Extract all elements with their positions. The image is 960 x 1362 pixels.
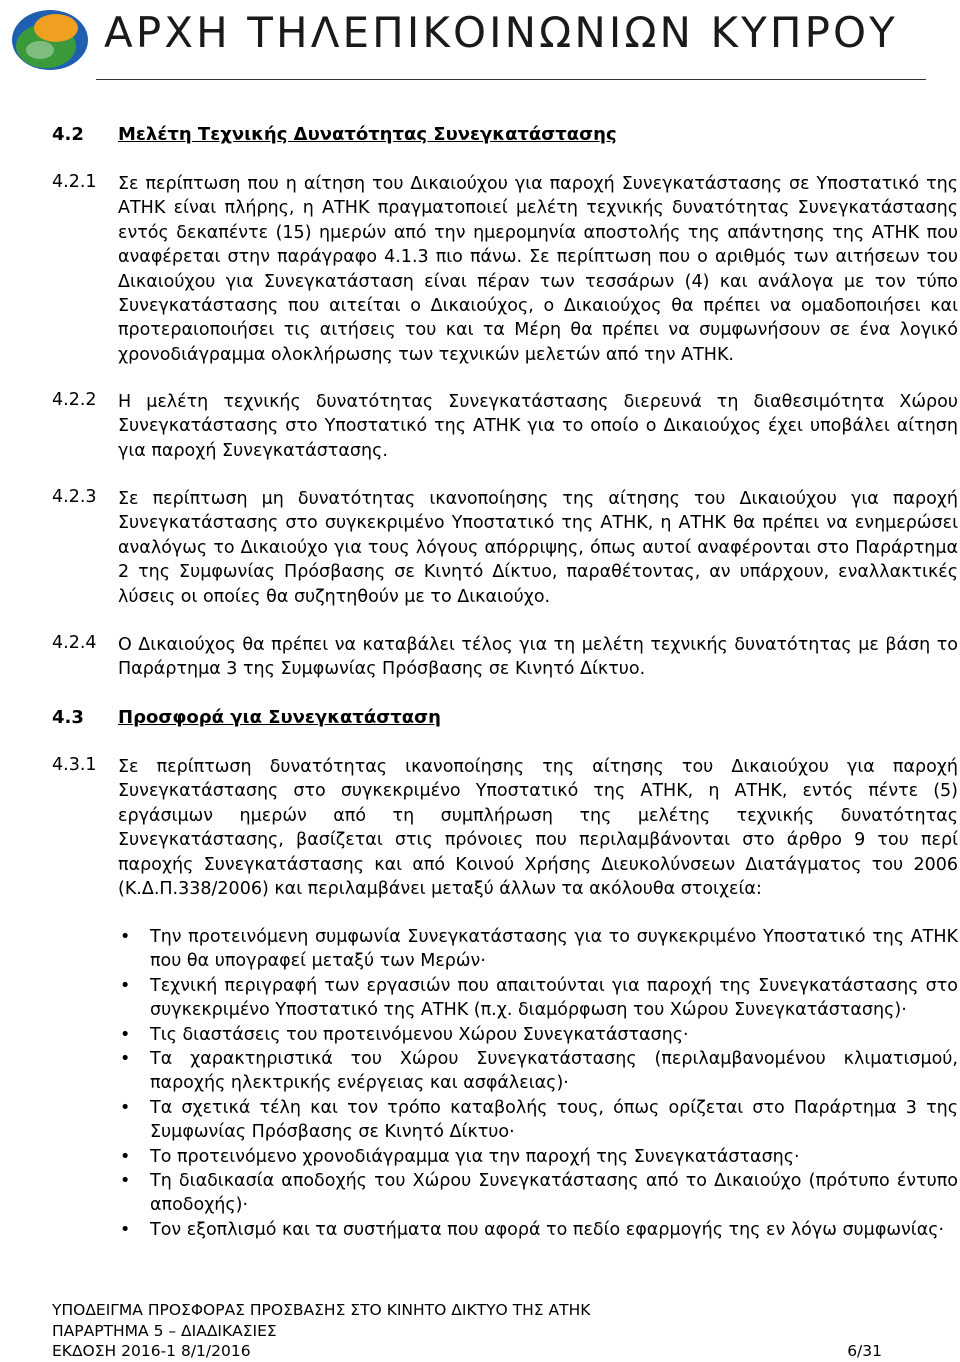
section-number: 4.2 xyxy=(52,124,84,145)
bullet-icon: • xyxy=(120,1097,131,1118)
list-item xyxy=(118,1096,958,1145)
list-item-text: Τα χαρακτηριστικά του Χώρου Συνεγκατάστασης (περιλαμβανομένου κλιματισμού, παροχής ηλεκτρικής ενέργειας και ασφάλειας)· xyxy=(150,1049,958,1094)
bullet-list xyxy=(118,925,958,1242)
paragraph xyxy=(52,755,958,901)
bullet-icon: • xyxy=(120,1146,131,1167)
paragraph xyxy=(52,633,958,682)
section-title: Μελέτη Τεχνικής Δυνατότητας Συνεγκατάστασης xyxy=(118,124,617,145)
paragraph-text: Ο Δικαιούχος θα πρέπει να καταβάλει τέλος για τη μελέτη τεχνικής δυνατότητας με βάση το Παράρτημα 3 της Συμφωνίας Πρόσβασης σε Κινητό Δίκτυο. xyxy=(118,635,958,680)
paragraph-text: Η μελέτη τεχνικής δυνατότητας Συνεγκατάστασης διερευνά τη διαθεσιμότητα Χώρου Συνεγκατάστασης στο Υποστατικό της ΑΤΗΚ για το οποίο ο Δικαιούχος έχει υποβάλει αίτηση για παροχή Συνεγκατάστασης. xyxy=(118,392,958,461)
paragraph xyxy=(52,487,958,609)
list-item-text: Τη διαδικασία αποδοχής του Χώρου Συνεγκατάστασης από το Δικαιούχο (πρότυπο έντυπο αποδοχής)· xyxy=(150,1171,958,1216)
list-item-text: Τεχνική περιγραφή των εργασιών που απαιτούνται για παροχή της Συνεγκατάστασης στο συγκεκριμένο Υποστατικό της ΑΤΗΚ (π.χ. διαμόρφωση του Χώρου Συνεγκατάστασης)· xyxy=(150,975,958,1021)
paragraph-number: 4.2.3 xyxy=(52,487,97,507)
paragraph xyxy=(52,390,958,463)
list-item xyxy=(118,1169,958,1218)
paragraph-number: 4.2.2 xyxy=(52,390,97,410)
section-heading xyxy=(52,707,441,728)
list-item xyxy=(118,1218,958,1242)
paragraph xyxy=(52,172,958,367)
list-item xyxy=(118,1047,958,1096)
footer-document-title: ΥΠΟΔΕΙΓΜΑ ΠΡΟΣΦΟΡΑΣ ΠΡΟΣΒΑΣΗΣ ΣΤΟ ΚΙΝΗΤΟ ΔΙΚΤΥΟ ΤΗΣ ΑΤΗΚ xyxy=(52,1301,591,1319)
organization-name: ΑΡΧΗ ΤΗΛΕΠΙΚΟΙΝΩΝΙΩΝ ΚΥΠΡΟΥ xyxy=(104,8,898,57)
page-header xyxy=(0,0,960,82)
list-item-text: Την προτεινόμενη συμφωνία Συνεγκατάστασης για το συγκεκριμένο Υποστατικό της ΑΤΗΚ που θα υπογραφεί μεταξύ των Μερών· xyxy=(150,927,958,972)
list-item xyxy=(118,925,958,974)
atik-logo-icon xyxy=(10,6,90,72)
paragraph-number: 4.2.4 xyxy=(52,633,97,653)
footer-version: ΕΚΔΟΣΗ 2016-1 8/1/2016 xyxy=(52,1342,251,1360)
list-item xyxy=(118,974,958,1023)
section-number: 4.3 xyxy=(52,707,84,728)
paragraph-text: Σε περίπτωση δυνατότητας ικανοποίησης της αίτησης του Δικαιούχου για παροχή Συνεγκατάστασης στο συγκεκριμένο Υποστατικό της ΑΤΗΚ, η ΑΤΗΚ, εντός πέντε (5) εργάσιμων ημερών από τη συμπλήρωση της μελέτης τεχνικής δυνατότητας Συνεγκατάστασης, βασίζεται στις πρόνοιες που περιλαμβάνονται στο άρθρο 9 του περί παροχής Συνεγκατάστασης και από Κοινού Χρήσης Διευκολύνσεων Διατάγματος του 2006 (Κ.Δ.Π.338/2006) και περιλαμβάνει μεταξύ άλλων τα ακόλουθα στοιχεία: xyxy=(118,757,958,900)
list-item-text: Τις διαστάσεις του προτεινόμενου Χώρου Συνεγκατάστασης· xyxy=(150,1024,689,1045)
list-item xyxy=(118,1145,958,1169)
paragraph-number: 4.2.1 xyxy=(52,172,97,192)
page-footer xyxy=(52,1300,882,1362)
bullet-icon: • xyxy=(120,1024,131,1045)
list-item-text: Τον εξοπλισμό και τα συστήματα που αφορά το πεδίο εφαρμογής της εν λόγω συμφωνίας· xyxy=(150,1219,945,1240)
section-title: Προσφορά για Συνεγκατάσταση xyxy=(118,707,441,728)
bullet-icon: • xyxy=(120,1171,131,1192)
bullet-icon: • xyxy=(120,975,131,996)
paragraph-text: Σε περίπτωση μη δυνατότητας ικανοποίησης της αίτησης του Δικαιούχου για παροχή Συνεγκατάστασης στο συγκεκριμένο Υποστατικό της ΑΤΗΚ, η ΑΤΗΚ θα πρέπει να ενημερώσει αναλόγως το Δικαιούχο για τους λόγους απόρριψης, όπως αυτοί αναφέρονται στο Παράρτημα 2 της Συμφωνίας Πρόσβασης σε Κινητό Δίκτυο, παραθέτοντας, αν υπάρχουν, εναλλακτικές λύσεις οι οποίες θα συζητηθούν με το Δικαιούχο. xyxy=(118,489,958,607)
paragraph-number: 4.3.1 xyxy=(52,755,97,775)
list-item xyxy=(118,1023,958,1047)
bullet-icon: • xyxy=(120,927,131,947)
list-item-text: Το προτεινόμενο χρονοδιάγραμμα για την παροχή της Συνεγκατάστασης· xyxy=(150,1146,800,1167)
page-number: 6/31 xyxy=(847,1342,882,1360)
header-divider xyxy=(96,79,926,80)
bullet-icon: • xyxy=(120,1049,131,1070)
paragraph-text: Σε περίπτωση που η αίτηση του Δικαιούχου για παροχή Συνεγκατάστασης σε Υποστατικό της ΑΤΗΚ είναι πλήρης, η ΑΤΗΚ πραγματοποιεί μελέτη τεχνικής δυνατότητας Συνεγκατάστασης εντός δεκαπέντε (15) ημερών από την ημερομηνία αποστολής της απάντησης της ΑΤΗΚ που αναφέρεται στην παράγραφο 4.1.3 πιο πάνω. Σε περίπτωση που ο αριθμός των αιτήσεων του Δικαιούχου για Συνεγκατάσταση είναι πέραν των τεσσάρων (4) και ανάλογα με τον τύπο Συνεγκατάστασης που αιτείται ο Δικαιούχος, ο Δικαιούχος θα πρέπει να ομαδοποιήσει και προτεραιοποιήσει τις αιτήσεις του και τα Μέρη θα πρέπει να συμφωνήσουν σε ένα λογικό χρονοδιάγραμμα ολοκλήρωσης των τεχνικών μελετών από την ΑΤΗΚ. xyxy=(118,174,958,365)
section-heading xyxy=(52,124,617,145)
list-item-text: Τα σχετικά τέλη και τον τρόπο καταβολής τους, όπως ορίζεται στο Παράρτημα 3 της Συμφωνίας Πρόσβασης σε Κινητό Δίκτυο· xyxy=(150,1097,958,1143)
bullet-icon: • xyxy=(120,1219,131,1240)
footer-annex: ΠΑΡΑΡΤΗΜΑ 5 – ΔΙΑΔΙΚΑΣΙΕΣ xyxy=(52,1321,277,1340)
